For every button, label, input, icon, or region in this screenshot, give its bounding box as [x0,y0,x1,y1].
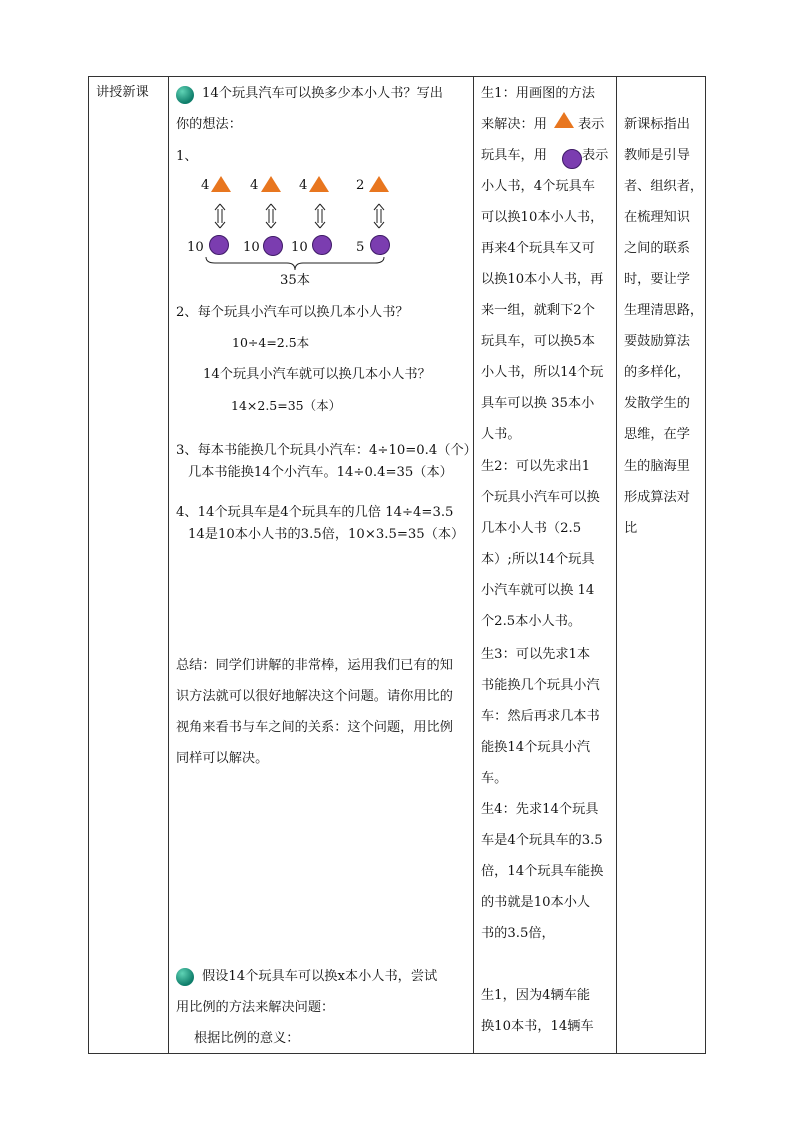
student-note-line: 来一组，就剩下2个 [481,303,595,318]
student-note-line: 生1：用画图的方法 [481,86,595,101]
column-divider [473,76,474,1054]
student-note-line: 生4：先求14个玩具 [481,802,599,817]
double-arrow-icon [264,203,278,229]
triangle-icon [211,176,231,192]
pic-top-label: 2 [356,178,365,193]
circle-icon [263,236,283,256]
summary-line: 视角来看书与车之间的关系：这个问题，用比例 [176,720,453,735]
triangle-icon [369,176,389,192]
student-note-line: 小人书，所以14个玩 [481,365,604,380]
student-note-line: 个2.5本小人书。 [481,614,582,629]
green-bullet-icon [176,86,194,104]
student-note-line: 再来4个玩具车又可 [481,241,595,256]
student-note-line: 几本小人书（2.5 [481,521,582,536]
method-3-line2: 几本书能换14个小汽车。14÷0.4=35（本） [188,465,453,480]
student-note-line: 换10本书，14辆车 [481,1019,594,1034]
pic-top-label: 4 [299,178,308,193]
design-note-line: 教师是引导 [624,148,690,163]
design-note-line: 生理清思路， [624,303,704,318]
design-note-line: 比 [624,521,638,536]
pic-bottom-label: 10 [243,240,260,255]
design-note-line: 新课标指出 [624,117,690,132]
question-2-hint: 根据比例的意义： [194,1031,300,1046]
student-note-line: 小人书，4个玩具车 [481,179,595,194]
summary-line: 同样可以解决。 [176,751,269,766]
curly-brace-icon [205,256,385,272]
method-4-line1: 4、14个玩具车是4个玩具车的几倍 14÷4=3.5 [176,505,454,520]
triangle-icon [309,176,329,192]
section-label: 讲授新课 [96,85,149,100]
design-note-line: 者、组织者， [624,179,704,194]
green-bullet-icon [176,968,194,986]
student-note-line: 人书。 [481,427,521,442]
question-1-cont: 你的想法： [176,117,242,132]
method-1-label: 1、 [176,149,198,164]
student-note-line: 个玩具小汽车可以换 [481,490,600,505]
student-note-line: 本）;所以14个玩具 [481,552,595,567]
student-note-line: 书能换几个玩具小汽 [481,678,600,693]
student-note-line: 生3：可以先求1本 [481,647,591,662]
design-note-line: 形成算法对 [624,490,690,505]
pic-top-label: 4 [250,178,259,193]
double-arrow-icon [313,203,327,229]
method-2-question: 14个玩具小汽车就可以换几本小人书？ [203,367,431,382]
design-note-line: 的多样化， [624,365,690,380]
summary-line: 总结：同学们讲解的非常棒，运用我们已有的知 [176,658,453,673]
circle-icon [209,235,229,255]
student-note-line: 的书就是10本小人 [481,895,591,910]
student-note-line: 生1，因为4辆车能 [481,988,591,1003]
pic-top-label: 4 [201,178,210,193]
student-note-line: 来解决：用 [481,117,547,132]
double-arrow-icon [213,203,227,229]
column-divider [616,76,617,1054]
student-note-line: 生2：可以先求出1 [481,459,591,474]
design-note-line: 要鼓励算法 [624,334,690,349]
question-2-cont: 用比例的方法来解决问题： [176,1000,335,1015]
method-3-line1: 3、每本书能换几个玩具小汽车：4÷10=0.4（个） [176,443,477,458]
student-note-line: 玩具车，可以换5本 [481,334,595,349]
student-note-line: 车：然后再求几本书 [481,709,600,724]
student-note-line: 车。 [481,771,508,786]
design-note-line: 生的脑海里 [624,459,690,474]
lesson-table [88,76,706,1054]
method-2-title: 2、每个玩具小汽车可以换几本小人书？ [176,305,409,320]
pic-bottom-label: 10 [291,240,308,255]
student-note-line: 倍，14个玩具车能换 [481,864,604,879]
summary-line: 识方法就可以很好地解决这个问题。请你用比的 [176,689,453,704]
student-note-line: 表示 [582,148,609,163]
design-note-line: 思维，在学 [624,427,690,442]
triangle-icon [261,176,281,192]
student-note-line: 车是4个玩具车的3.5 [481,833,603,848]
student-note-line: 小汽车就可以换 14 [481,583,595,598]
design-note-line: 时，要让学 [624,272,690,287]
double-arrow-icon [372,203,386,229]
design-note-line: 之间的联系 [624,241,690,256]
triangle-icon [554,112,574,128]
question-2: 假设14个玩具车可以换x本小人书，尝试 [202,969,438,984]
column-divider [168,76,169,1054]
pic-bottom-label: 5 [356,240,365,255]
question-1: 14个玩具汽车可以换多少本小人书？写出 [202,86,443,101]
circle-icon [562,149,582,169]
student-note-line: 能换14个玩具小汽 [481,740,591,755]
student-note-line: 可以换10本小人书， [481,210,604,225]
student-note-line: 表示 [578,117,605,132]
student-note-line: 书的3.5倍， [481,926,555,941]
design-note-line: 在梳理知识 [624,210,690,225]
student-note-line: 以换10本小人书，再 [481,272,604,287]
student-note-line: 具车可以换 35本小 [481,396,595,411]
circle-icon [370,235,390,255]
student-note-line: 玩具车，用 [481,148,547,163]
circle-icon [312,235,332,255]
total-label: 35本 [280,273,310,288]
method-4-line2: 14是10本小人书的3.5倍，10×3.5=35（本） [188,527,465,542]
method-2-eq2: 14×2.5=35（本） [231,398,342,413]
method-2-eq1: 10÷4=2.5本 [232,335,310,350]
design-note-line: 发散学生的 [624,396,690,411]
pic-bottom-label: 10 [187,240,204,255]
